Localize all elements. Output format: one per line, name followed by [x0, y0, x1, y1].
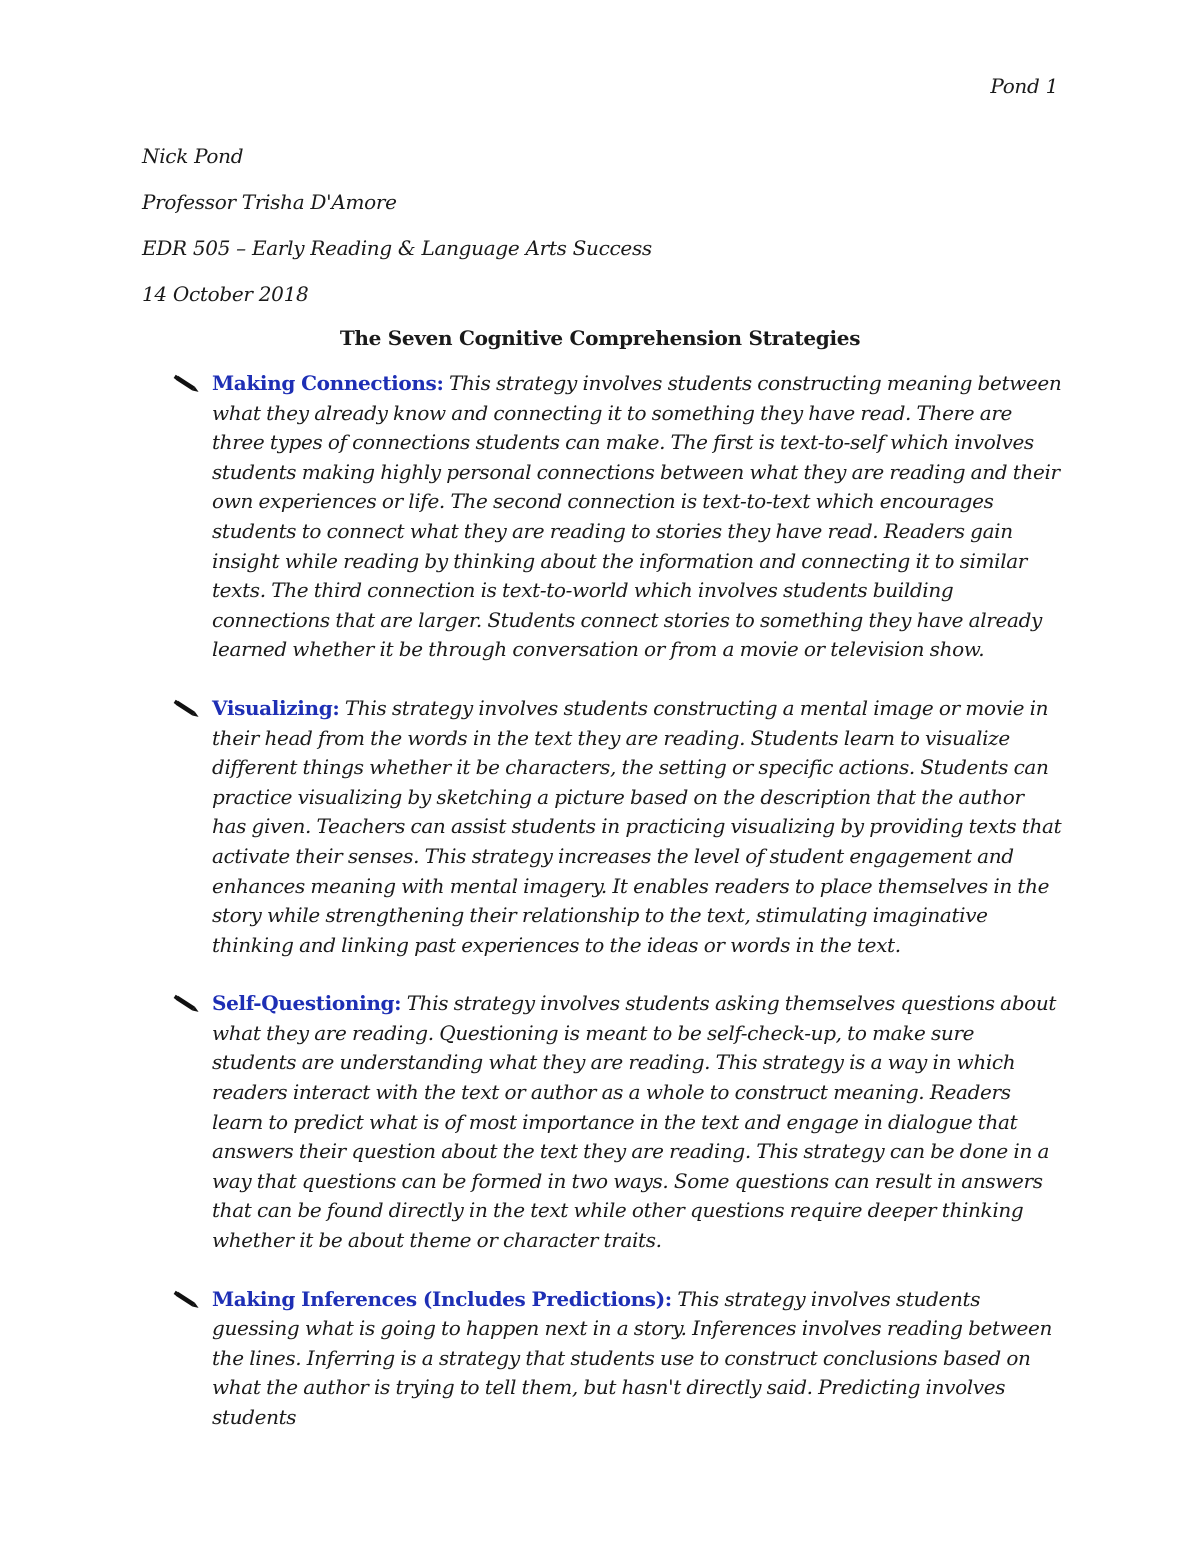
strategy-term: Making Connections: [212, 371, 444, 395]
pencil-icon [172, 994, 202, 1014]
strategy-item [172, 1285, 1062, 1433]
pencil-icon [172, 374, 202, 394]
document-title: The Seven Cognitive Comprehension Strategies [339, 326, 861, 350]
page-header-label: Pond 1 [990, 74, 1058, 98]
course-name: EDR 505 – Early Reading & Language Arts Success [142, 236, 652, 260]
strategy-term: Visualizing: [212, 695, 340, 720]
strategy-item [172, 694, 1062, 960]
strategy-paragraph [212, 1285, 1062, 1433]
professor-name: Professor Trisha D'Amore [142, 190, 397, 214]
strategy-description: This strategy involves students asking themselves questions about what they are reading. Questioning is meant to be self-check-up, to make sure students are understanding what they are reading. This strategy is a way in which readers interact with the text or author as a whole to construct meaning. Readers learn to predict what is of most importance in the text and engage in dialogue that answers their question about the text they are reading. This strategy can be done in a way that questions can be formed in two ways. Some questions can result in answers that can be found directly in the text while other questions require deeper thinking whether it be about theme or character traits. [212, 991, 1057, 1253]
strategy-paragraph [212, 369, 1062, 665]
strategy-term: Self-Questioning: [212, 991, 402, 1016]
document-date: 14 October 2018 [142, 282, 309, 306]
mla-heading [142, 142, 1062, 326]
strategy-item [172, 369, 1062, 665]
strategy-paragraph [212, 989, 1062, 1255]
strategy-description: This strategy involves students constructing a mental image or movie in their head from the words in the text they are reading. Students learn to visualize different things whether it be characters, the setting or specific actions. Students can practice visualizing by sketching a picture based on the description that the author has given. Teachers can assist students in practicing visualizing by providing texts that activate their senses. This strategy increases the level of student engagement and enhances meaning with mental imagery. It enables readers to place themselves in the story while strengthening their relationship to the text, stimulating imaginative thinking and linking past experiences to the ideas or words in the text. [212, 695, 1062, 957]
strategy-description: This strategy involves students constructing meaning between what they already know and connecting it to something they have read. There are three types of connections students can make. The first is text-to-self which involves students making highly personal connections between what they are reading and their own experiences or life. The second connection is text-to-text which encourages students to connect what they are reading to stories they have read. Readers gain insight while reading by thinking about the information and connecting it to similar texts. The third connection is text-to-world which involves students building connections that are larger. Students connect stories to something they have already learned whether it be through conversation or from a movie or television show. [212, 371, 1062, 662]
student-name: Nick Pond [142, 144, 244, 168]
strategy-list [172, 369, 1062, 1462]
pencil-icon [172, 1290, 202, 1310]
strategy-description: This strategy involves students guessing what is going to happen next in a story. Inferences involves reading between the lines. Inferring is a strategy that students use to construct conclusions based on what the author is trying to tell them, but hasn't directly said. Predicting involves students [212, 1286, 1052, 1429]
strategy-paragraph [212, 694, 1062, 960]
pencil-icon [172, 699, 202, 719]
strategy-term: Making Inferences (Includes Predictions): [212, 1286, 672, 1311]
strategy-item [172, 989, 1062, 1255]
